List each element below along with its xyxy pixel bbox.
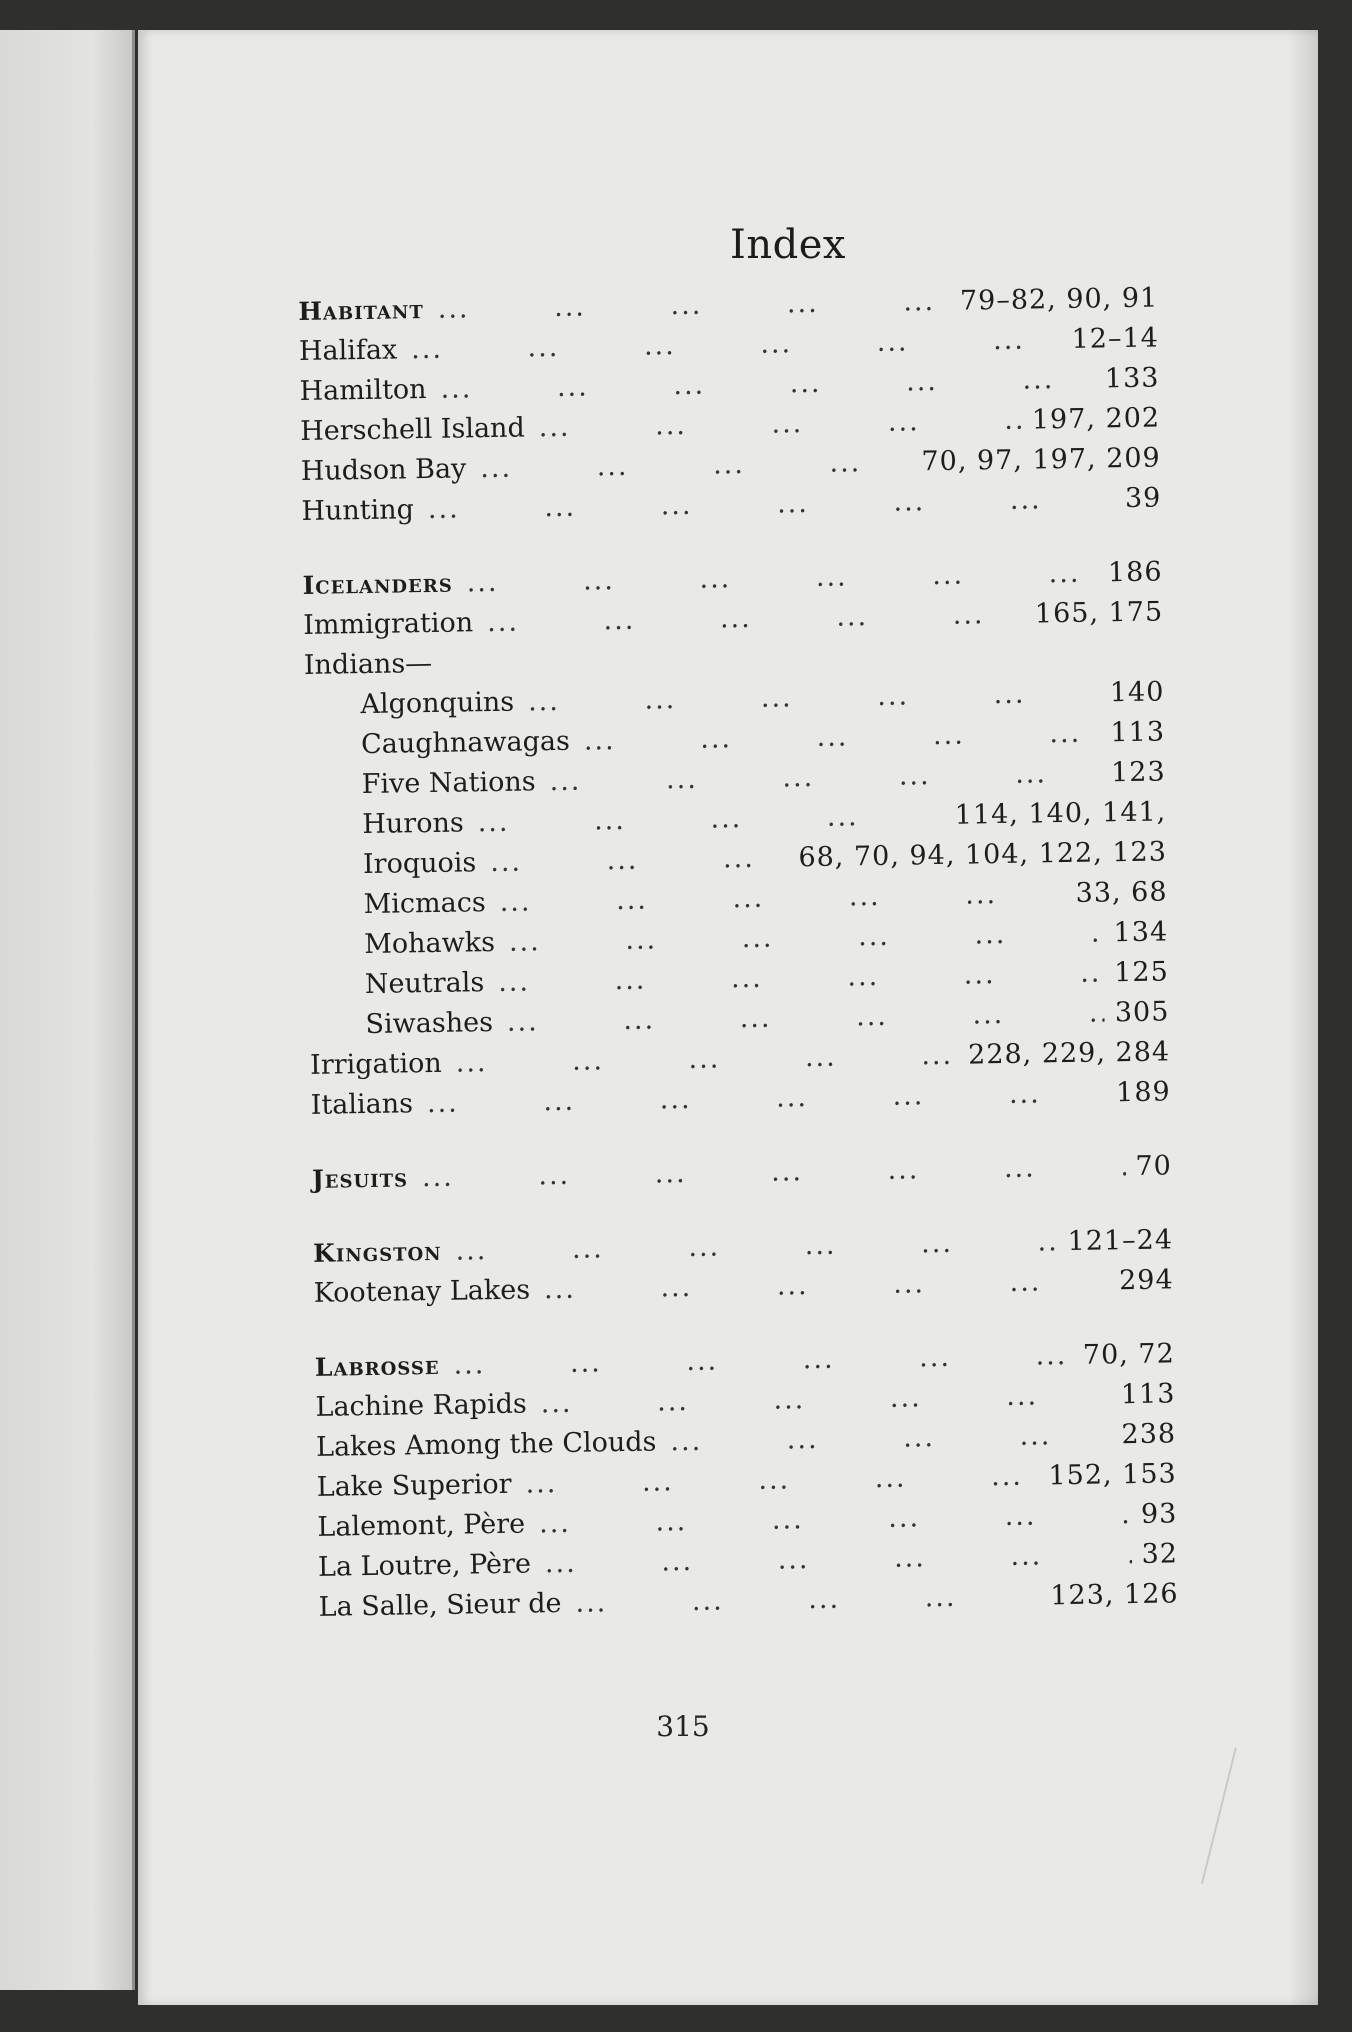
entry-term: Lachine Rapids: [315, 1388, 527, 1423]
index-group: [312, 1146, 1173, 1200]
entry-term: Algonquins: [360, 686, 515, 721]
entry-term: Five Nations: [361, 766, 536, 801]
entry-term: La Loutre, Père: [317, 1548, 532, 1583]
entry-pages: 121–24: [1067, 1224, 1174, 1258]
entry-term: Micmacs: [363, 887, 486, 921]
entry-pages: 123, 126: [1050, 1578, 1179, 1612]
page-edge-shadow: [1288, 30, 1318, 2005]
entry-pages: 70, 72: [1082, 1338, 1176, 1371]
entry-term: Lalemont, Père: [317, 1508, 526, 1543]
index-group: [313, 1220, 1174, 1313]
entry-term: Caughnawagas: [360, 725, 571, 761]
entry-pages: 186: [1107, 556, 1163, 589]
dot-leader: [490, 838, 789, 883]
entry-pages: 12–14: [1071, 322, 1160, 355]
entry-pages: 140: [1109, 676, 1165, 709]
dot-leader: [487, 595, 1025, 643]
entry-term: Siwashes: [365, 1007, 494, 1041]
index-group: [315, 1334, 1179, 1627]
dot-leader: [670, 1415, 1112, 1462]
page-title: Index: [730, 222, 846, 268]
book-cover-edge: [0, 30, 135, 1990]
dot-leader: [575, 1577, 1040, 1624]
entry-pages: 228, 229, 284: [967, 1036, 1171, 1071]
entry-term: Indians—: [303, 647, 433, 681]
entry-term: Habitant: [298, 295, 424, 326]
entry-pages: 294: [1118, 1264, 1174, 1297]
entry-term: Neutrals: [364, 967, 485, 1001]
page-number: 315: [656, 1710, 710, 1743]
entry-term: Italians: [310, 1088, 414, 1121]
dot-leader: [480, 442, 912, 489]
dot-leader: [544, 1261, 1110, 1310]
entry-term: Iroquois: [362, 847, 477, 881]
book-page: [138, 30, 1318, 2005]
entry-term: Kootenay Lakes: [313, 1274, 531, 1309]
entry-term: Jesuits: [311, 1163, 409, 1194]
entry-term: La Salle, Sieur de: [318, 1588, 562, 1623]
entry-term: Irrigation: [309, 1047, 443, 1081]
entry-pages: 79–82, 90, 91: [959, 282, 1159, 317]
entry-pages: 68, 70, 94, 104, 122, 123: [798, 836, 1168, 874]
entry-term: Mohawks: [364, 926, 496, 961]
entry-pages: 123: [1110, 756, 1166, 789]
entry-pages: 197, 202: [1031, 402, 1161, 436]
entry-pages: 39: [1124, 482, 1162, 515]
entry-pages: 305: [1114, 996, 1170, 1029]
entry-pages: 32: [1141, 1538, 1179, 1570]
dot-leader: [422, 1147, 1126, 1198]
entry-pages: 93: [1140, 1498, 1178, 1530]
entry-pages: 152, 153: [1048, 1458, 1177, 1492]
entry-pages: 70: [1135, 1150, 1173, 1182]
index-entry: [312, 1146, 1173, 1200]
index-list: [298, 278, 1179, 1661]
entry-term: Hudson Bay: [300, 453, 467, 487]
entry-term: Icelanders: [302, 568, 453, 600]
entry-pages: 113: [1110, 716, 1166, 749]
entry-term: Lakes Among the Clouds: [315, 1426, 657, 1463]
entry-term: Hamilton: [299, 373, 427, 407]
entry-pages: 189: [1115, 1076, 1171, 1109]
index-group: [298, 278, 1162, 531]
entry-pages: 33, 68: [1075, 876, 1168, 909]
entry-term: Halifax: [298, 334, 398, 367]
entry-pages: 70, 97, 197, 209: [921, 442, 1161, 478]
entry-term: Kingston: [312, 1236, 442, 1268]
entry-term: Hurons: [362, 807, 464, 841]
entry-pages: 113: [1120, 1378, 1176, 1411]
entry-term: Lake Superior: [316, 1468, 512, 1503]
entry-term: Labrosse: [314, 1350, 440, 1382]
entry-term: Hunting: [301, 494, 415, 527]
entry-pages: 134: [1113, 916, 1169, 949]
entry-term: Immigration: [302, 607, 474, 641]
entry-pages: 165, 175: [1034, 596, 1164, 630]
entry-pages: 125: [1114, 956, 1170, 989]
entry-pages: 133: [1104, 362, 1160, 395]
entry-pages: 238: [1121, 1418, 1177, 1451]
pencil-mark: [1195, 1746, 1237, 1884]
entry-term: Herschell Island: [299, 412, 525, 447]
entry-pages: 114, 140, 141,: [954, 796, 1167, 831]
index-group: [302, 552, 1171, 1125]
